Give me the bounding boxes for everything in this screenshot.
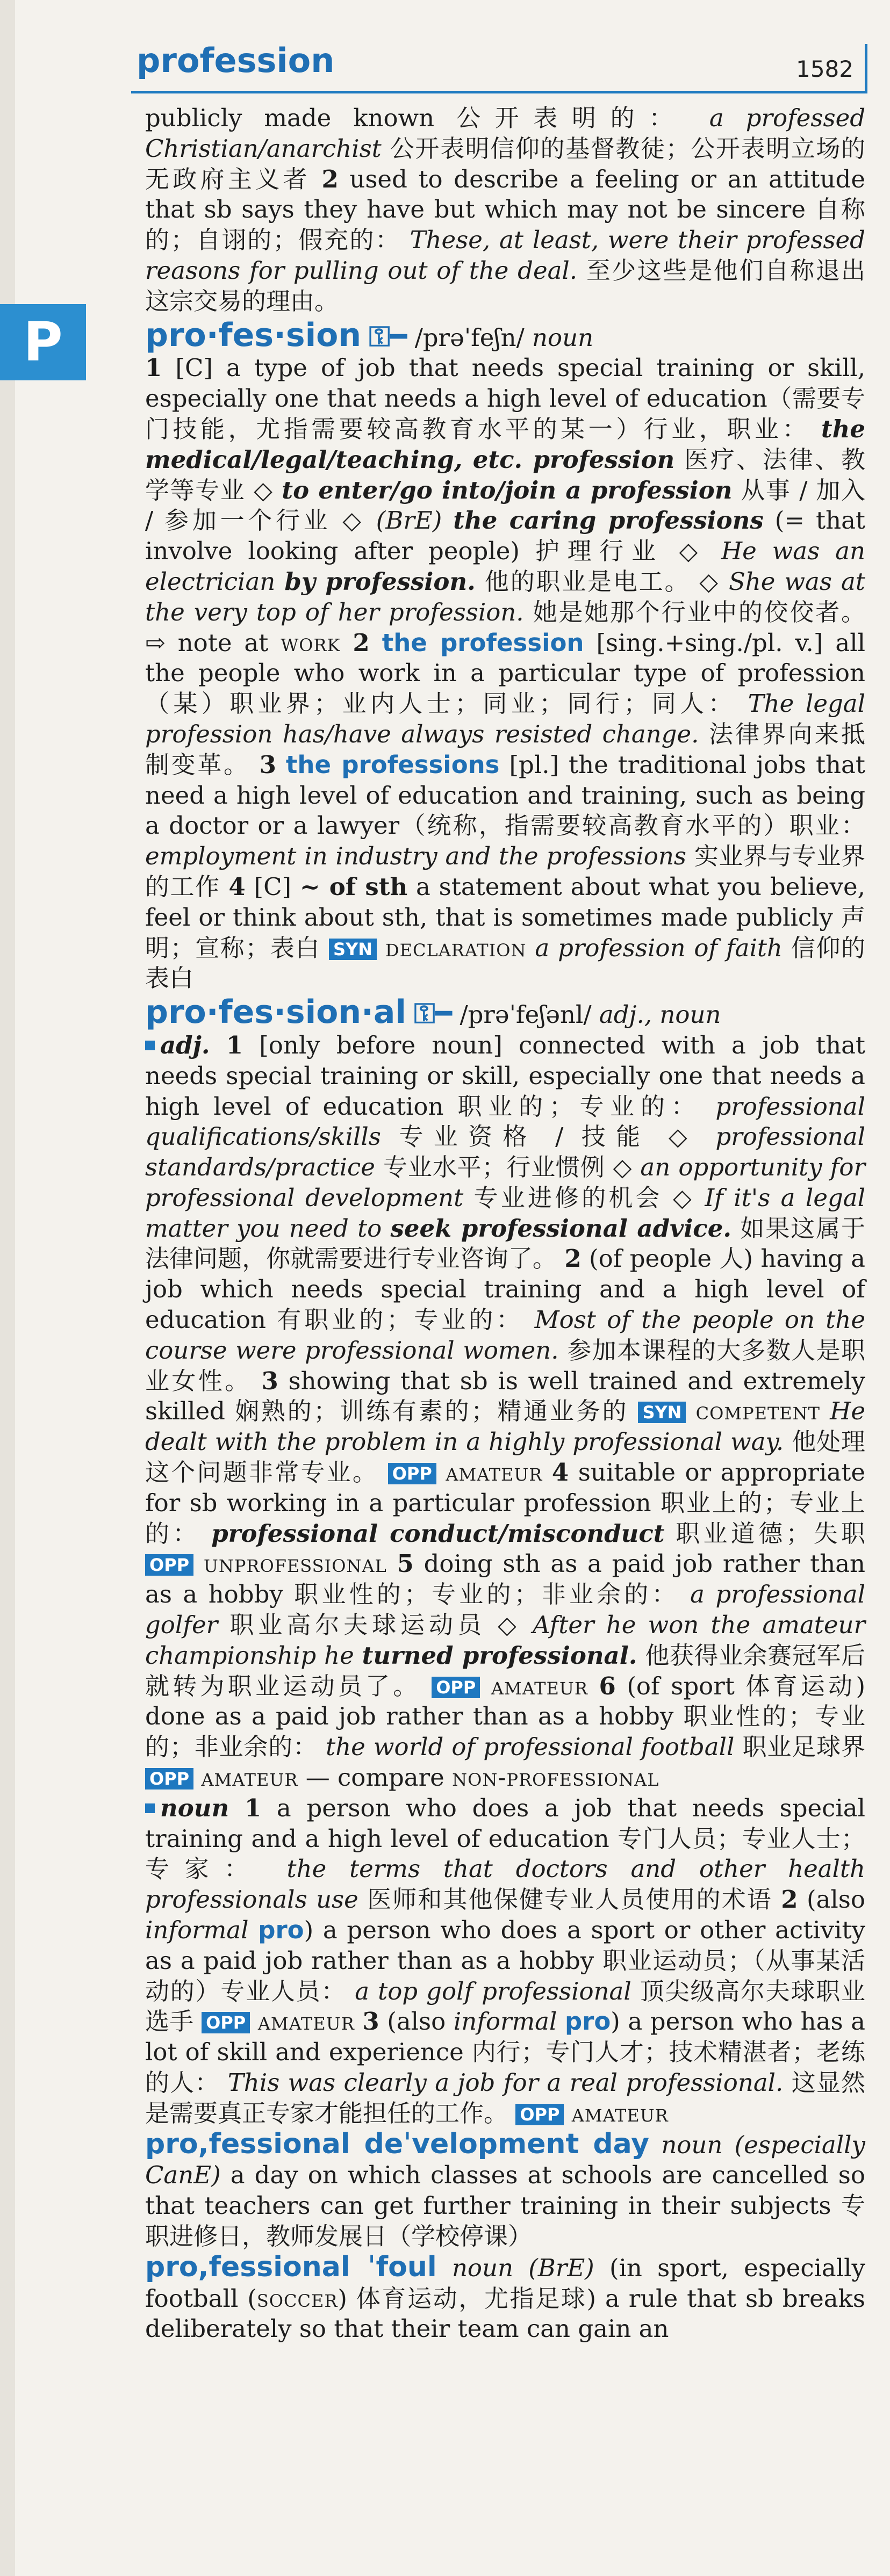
cross-reference-link[interactable]: non-professional	[452, 1763, 659, 1792]
entry-professional-development-day: pro,fessional deˈvelopment day noun (especially CanE) a day on which classes at schools are cancelled so that teachers can get further training in their subjects 专职进修日，教师发展日（学校停课）	[145, 2127, 865, 2250]
variant-link[interactable]: pro	[564, 2007, 611, 2036]
entry-professional-noun: noun 1 a person who does a job that needs special training and a high level of education 专门人员；专业人士；专家： the terms that doctors and other health professionals use 医师和其他保健专业人员使用的术语 2 (also informal pro) a person who does a sport or other activity as a paid job rather than as a hobby 职业运动员；（从事某活动的）专业人员： a top golf professional 顶尖级高尔夫球职业选手 OPP amateur 3 (also informal pro) a person who has a lot of skill and experience 内行；专门人才；技术精湛者；老练的人： This was clearly a job for a real professional. 这显然是需要真正专家才能担任的工作。 OPP amateur	[145, 1793, 865, 2127]
headword-professional-foul[interactable]: pro,fessional ˈfoul	[145, 2250, 437, 2283]
pronunciation: /prəˈfeʃənl/	[460, 1000, 592, 1029]
cross-reference-link[interactable]: amateur	[201, 1763, 298, 1792]
thumb-index-letter: P	[23, 311, 63, 373]
key-icon: ⚿━	[369, 320, 407, 353]
dictionary-column	[145, 103, 865, 2344]
running-head-vertical-rule	[865, 44, 867, 93]
running-head-rule	[131, 91, 867, 93]
cross-reference-link[interactable]: amateur	[446, 1458, 543, 1487]
entry-profession: pro·fes·sion ⚿━ /prəˈfeʃn/ noun 1 [C] a type of job that needs special training or skill, especially one that needs a high level of education（需要专门技能，尤指需要较高教育水平的某一）行业，职业： the medical/legal/teaching, etc. profession 医疗、法律、教学等专业 ◇ to enter/go into/join a profession 从事 / 加入 / 参加一个行业 ◇ (BrE) the caring professions (= that involve looking after people) 护理行业 ◇ He was an electrician by profession. 他的职业是电工。 ◇ She was at the very top of her profession. 她是她那个行业中的佼佼者。 ⇨ note at work 2 the profession [sing.+sing./pl. v.] all the people who work in a particular type of profession（某）职业界；业内人士；同业；同行；同人： The legal profession has/have always resisted change. 法律界向来抵制变革。 3 the professions [pl.] the traditional jobs that need a high level of education and training, such as being a doctor or a lawyer（统称，指需要较高教育水平的）职业： employment in industry and the professions 实业界与专业界的工作 4 [C] ~ of sth a statement about what you believe, feel or think about sth, that is sometimes made publicly 声明；宣称；表白 SYN declaration a profession of faith 信仰的表白	[145, 316, 866, 993]
cross-reference-link[interactable]: amateur	[257, 2007, 355, 2036]
pronunciation: /prəˈfeʃn/	[414, 323, 525, 352]
arrow-icon: ⇨	[145, 628, 166, 657]
running-head-word: profession	[137, 41, 335, 80]
syn-label: SYN	[329, 939, 377, 960]
cross-reference-link[interactable]: amateur	[571, 2098, 669, 2127]
headword-profession[interactable]: pro·fes·sion	[145, 316, 362, 354]
headword-professional[interactable]: pro·fes·sion·al	[145, 993, 406, 1031]
thumb-index-tab[interactable]	[0, 304, 86, 380]
square-bullet-icon	[145, 1041, 155, 1050]
syn-label: SYN	[638, 1402, 686, 1423]
running-head	[131, 38, 867, 93]
part-of-speech: noun	[532, 323, 594, 352]
entry-professional-foul: pro,fessional ˈfoul noun (BrE) (in sport, especially football (soccer) 体育运动，尤指足球) a rule that sb breaks deliberately so that their team can gain an	[145, 2250, 865, 2343]
cross-reference-link[interactable]: amateur	[491, 1671, 588, 1700]
cross-reference-link[interactable]: work	[281, 628, 341, 657]
opp-label: OPP	[515, 2104, 564, 2125]
entry-professional	[145, 993, 865, 1031]
entry-professional-adj: adj. 1 [only before noun] connected with a job that needs special training or skill, especially one that needs a high level of education 职业的；专业的： professional qualifications/skills 专业资格 / 技能 ◇ professional standards/practice 专业水平；行业惯例 ◇ an opportunity for professional development 专业进修的机会 ◇ If it's a legal matter you need to seek professional advice. 如果这属于法律问题，你就需要进行专业咨询了。 2 (of people 人) having a job which needs special training and a high level of education 有职业的；专业的： Most of the people on the course were professional women. 参加本课程的大多数人是职业女性。 3 showing that sb is well trained and extremely skilled 娴熟的；训练有素的；精通业务的 SYN competent He dealt with the problem in a highly professional way. 他处理这个问题非常专业。 OPP amateur 4 suitable or appropriate for sb working in a particular profession 职业上的；专业上的： professional conduct/misconduct 职业道德；失职 OPP unprofessional 5 doing sth as a paid job rather than as a hobby 职业性的；专业的；非业余的： a professional golfer 职业高尔夫球运动员 ◇ After he won the amateur championship he turned professional. 他获得业余赛冠军后就转为职业运动员了。 OPP amateur 6 (of sport 体育运动) done as a paid job rather than as a hobby 职业性的；专业的；非业余的： the world of professional football 职业足球界 OPP amateur — compare non-professional	[145, 1030, 866, 1792]
part-of-speech: adj., noun	[599, 1000, 721, 1029]
entry-professed-continuation: publicly made known 公开表明的： a professed Christian/anarchist 公开表明信仰的基督教徒；公开表明立场的无政府主义者 2 used to describe a feeling or an attitude that sb says they have but which may not be sincere 自称的；自诩的；假充的： These, at least, were their professed reasons for pulling out of the deal. 至少这些是他们自称退出这宗交易的理由。	[145, 104, 866, 315]
page-number: 1582	[796, 56, 853, 82]
opp-label: OPP	[432, 1677, 480, 1698]
opp-label: OPP	[388, 1463, 436, 1484]
cross-reference-link[interactable]: declaration	[385, 933, 527, 962]
cross-reference-link[interactable]: soccer	[256, 2284, 338, 2313]
variant-link[interactable]: pro	[258, 1916, 304, 1945]
page-edge-strip	[0, 0, 15, 2576]
cross-reference-link[interactable]: competent	[695, 1397, 820, 1426]
square-bullet-icon	[145, 1803, 155, 1813]
key-icon: ⚿━	[414, 998, 453, 1030]
opp-label: OPP	[145, 1554, 193, 1576]
opp-label: OPP	[202, 2012, 250, 2033]
headword-professional-development-day[interactable]: pro,fessional deˈvelopment day	[145, 2127, 650, 2160]
cross-reference-link[interactable]: unprofessional	[203, 1549, 387, 1578]
opp-label: OPP	[145, 1768, 193, 1790]
